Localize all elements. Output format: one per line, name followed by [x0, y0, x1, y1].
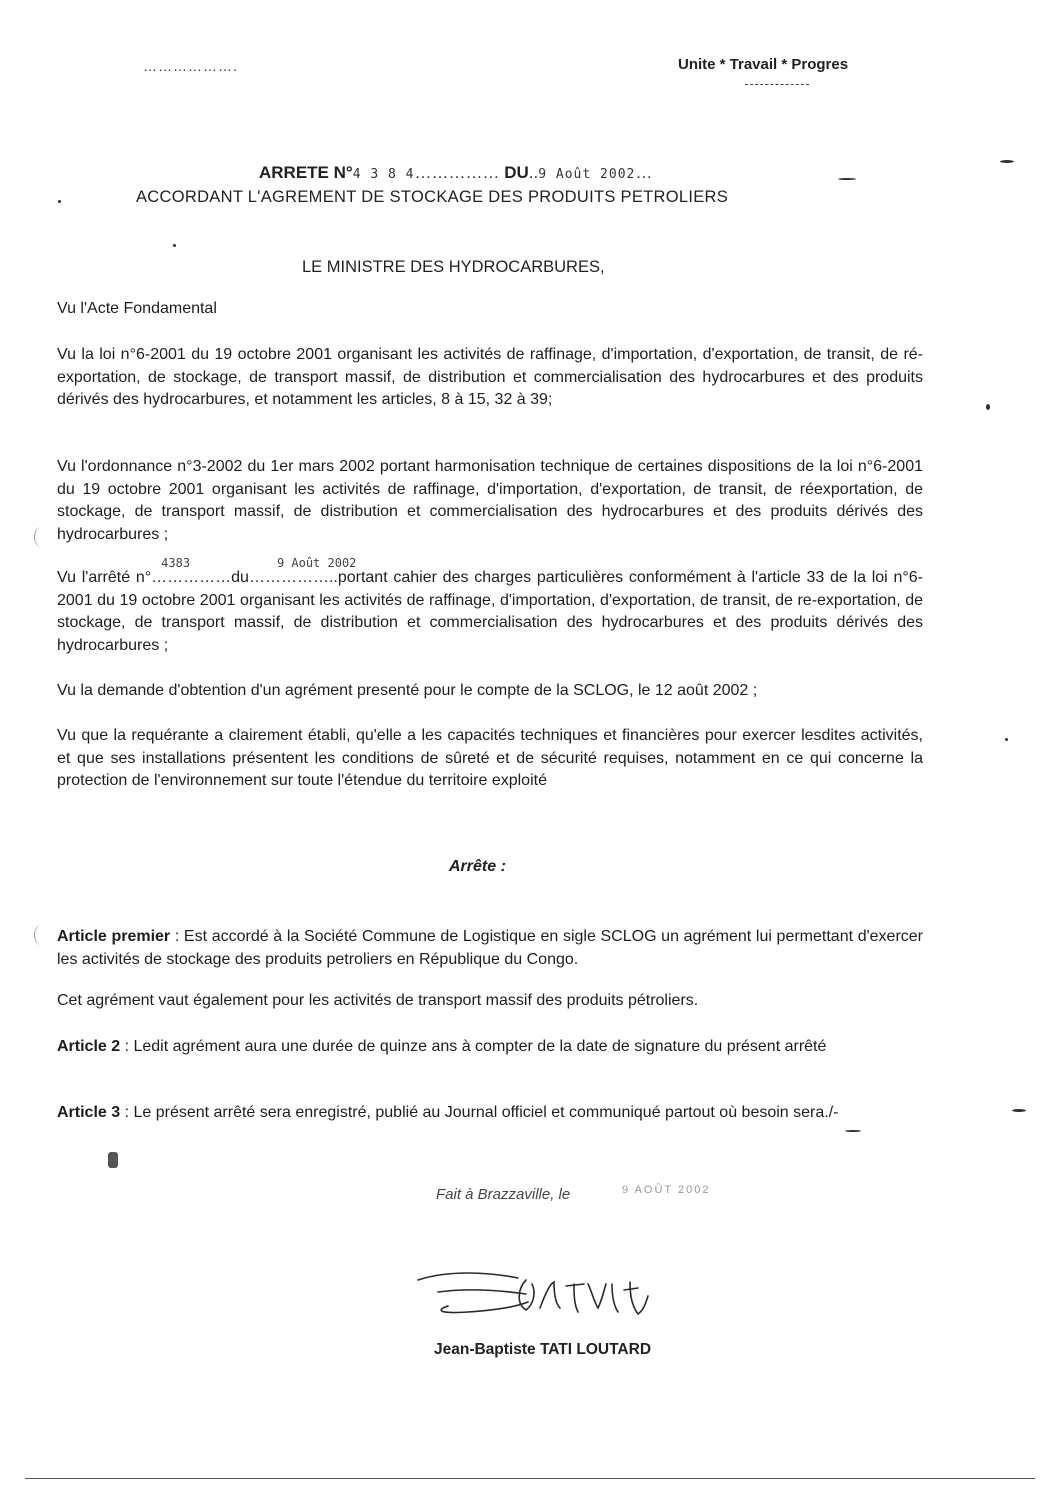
article-premier-extension: Cet agrément vaut également pour les activités de transport massif des produits pétroliers.	[57, 992, 699, 1009]
minister-signature	[408, 1262, 678, 1332]
motto-underline	[745, 84, 809, 85]
visa-loi-6-2001: Vu la loi n°6-2001 du 19 octobre 2001 organisant les activités de raffinage, d'importation, d'exportation, de transit, de ré-exportation, de stockage, de transport massif, de distribution et commercialisation des hydrocarbures et des produits dérivés des hydrocarbures, et notamment les articles, 8 à 15, 32 à 39;	[57, 346, 923, 408]
fait-a-brazzaville: Fait à Brazzaville, le	[436, 1186, 571, 1203]
scan-speck	[58, 200, 61, 203]
article-2-label: Article 2	[57, 1038, 121, 1055]
fait-date-stamp: 9 AOÛT 2002	[622, 1184, 711, 1196]
article-2-text: : Ledit agrément aura une durée de quinze ans à compter de la date de signature du présent arrêté	[120, 1038, 827, 1055]
document-subtitle: ACCORDANT L'AGREMENT DE STOCKAGE DES PRODUITS PETROLIERS	[136, 188, 729, 206]
scan-speck	[838, 178, 856, 180]
article-3-text: : Le présent arrêté sera enregistré, publié au Journal officiel et communiqué partout où besoin sera./-	[120, 1104, 839, 1121]
article-premier	[57, 926, 923, 971]
visa-arrete-body: portant cahier des charges particulières conformément à l'article 33 de la loi n°6-2001 du 19 octobre 2001 organisant les activités de raffinage, d'importation, d'exportation, de transit, de re-exportation, de stockage, de transport massif, de distribution et commercialisation des hydrocarbures et des produits dérivés des hydrocarbures ;	[57, 569, 923, 654]
page-bottom-edge	[25, 1478, 1035, 1479]
visa-demande-sclog: Vu la demande d'obtention d'un agrément presenté pour le compte de la SCLOG, le 12 août 2002 ;	[57, 682, 758, 699]
visa-arrete-prefix: Vu l'arrêté n°	[57, 569, 152, 586]
article-2	[57, 1036, 923, 1059]
visa-ordonnance-3-2002: Vu l'ordonnance n°3-2002 du 1er mars 2002 portant harmonisation technique de certaines dispositions de la loi n°6-2001 du 19 octobre 2001 organisant les activités de raffinage, d'importation, d'exportation, de transit, de réexportation, de stockage, de transport massif, de distribution et commercialisation des hydrocarbures et des produits dérivés des hydrocarbures ;	[57, 458, 923, 543]
scan-margin-mark	[34, 527, 49, 547]
du-label: DU	[504, 163, 529, 182]
scan-speck	[108, 1152, 118, 1168]
minister-heading: LE MINISTRE DES HYDROCARBURES,	[302, 258, 605, 276]
arrete-number-handwritten: 4 3 8 4	[352, 167, 415, 182]
visa-acte-fondamental: Vu l'Acte Fondamental	[57, 300, 217, 317]
visa-arrete-du: du	[231, 569, 249, 586]
arrete-label: ARRETE N°	[259, 163, 353, 182]
article-3-label: Article 3	[57, 1104, 121, 1121]
article-premier-text: : Est accordé à la Société Commune de Logistique en sigle SCLOG un agrément lui permettant d'exercer les activités de stockage des produits petroliers en République du Congo.	[57, 928, 923, 968]
visa-arrete-cahier-charges: Vu l'arrêté n° 4383 ……………du 9 Août 2002 ……………..portant cahier des charges particulières conformément à l'article 33 de la loi n°6-2001 du 19 octobre 2001 organisant les activités de raffinage, d'importation, d'exportation, de transit, de re-exportation, de stockage, de transport massif, de distribution et commercialisation des hydrocarbures et des produits dérivés des hydrocarbures ;	[57, 567, 923, 657]
arrete-date-handwritten: 9 Août 2002	[538, 167, 636, 182]
article-premier-label: Article premier	[57, 928, 171, 945]
scan-speck	[1005, 738, 1008, 741]
scan-speck	[845, 1130, 861, 1132]
scan-speck	[1000, 160, 1014, 163]
scan-margin-mark	[34, 925, 49, 945]
scan-speck	[986, 404, 990, 410]
scan-speck	[173, 244, 176, 247]
header-left-dots: ……………….	[143, 58, 238, 74]
signatory-name: Jean-Baptiste TATI LOUTARD	[434, 1341, 652, 1358]
visa-arrete-number-handwritten: 4383	[161, 556, 191, 570]
article-3	[57, 1102, 923, 1125]
visa-capacites-requerante: Vu que la requérante a clairement établi, qu'elle a les capacités techniques et financières pour exercer lesdites activités, et que ses installations présentent les conditions de sûreté et de sécurité requises, notamment en ce qui concerne la protection de l'environnement sur toute l'étendue du territoire exploité	[57, 727, 923, 789]
visa-arrete-date-handwritten: 9 Août 2002	[276, 556, 357, 570]
national-motto: Unite * Travail * Progres	[678, 56, 849, 73]
arrete-number-line: ARRETE N°4 3 8 4…………… DU..9 Août 2002…	[259, 163, 653, 182]
arrete-heading: Arrête :	[449, 858, 506, 875]
scan-speck	[1012, 1109, 1026, 1112]
